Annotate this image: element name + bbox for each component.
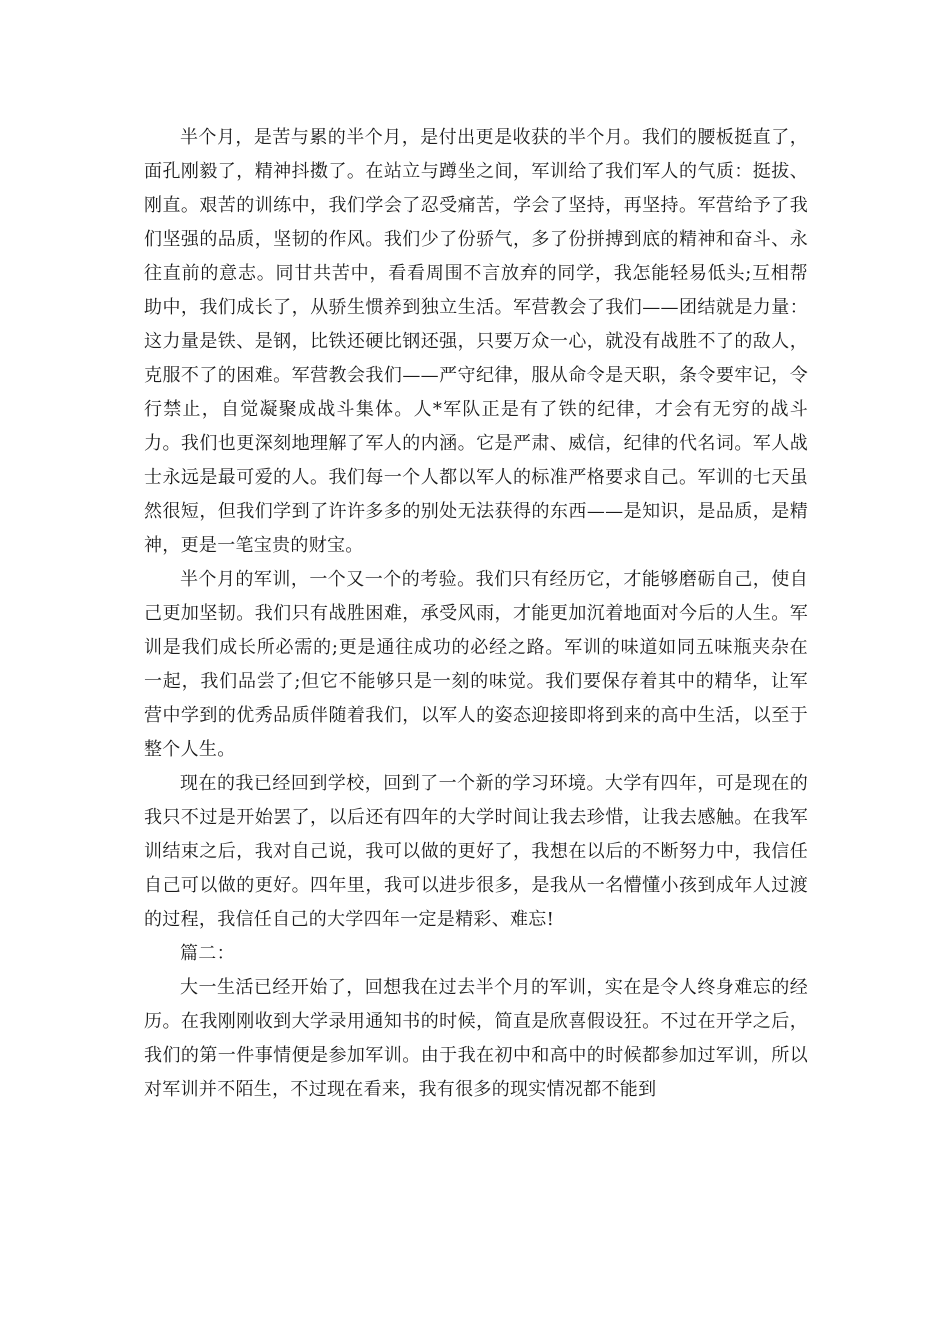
section-heading-part-two: 篇二： bbox=[180, 943, 235, 964]
document-body bbox=[144, 121, 808, 1107]
paragraph-3: 现在的我已经回到学校，回到了一个新的学习环境。大学有四年，可是现在的我只不过是开始罢了，以后还有四年的大学时间让我去珍惜，让我去感触。在我军训结束之后，我对自己说，我可以做的更好了，我想在以后的不断努力中，我信任自己可以做的更好。四年里，我可以进步很多，是我从一名懵懂小孩到成年人过渡的过程，我信任自己的大学四年一定是精彩、难忘! bbox=[144, 773, 808, 930]
paragraph-4: 大一生活已经开始了，回想我在过去半个月的军训，实在是令人终身难忘的经历。在我刚刚收到大学录用通知书的时候，简直是欣喜假设狂。不过在开学之后，我们的第一件事情便是参加军训。由于我在初中和高中的时候都参加过军训，所以对军训并不陌生，不过现在看来，我有很多的现实情况都不能到 bbox=[144, 977, 808, 1100]
paragraph-1: 半个月，是苦与累的半个月，是付出更是收获的半个月。我们的腰板挺直了，面孔刚毅了，精神抖擞了。在站立与蹲坐之间，军训给了我们军人的气质：挺拔、刚直。艰苦的训练中，我们学会了忍受痛苦，学会了坚持，再坚持。军营给予了我们坚强的品质，坚韧的作风。我们少了份骄气，多了份拼搏到底的精神和奋斗、永往直前的意志。同甘共苦中，看看周围不言放弃的同学，我怎能轻易低头;互相帮助中，我们成长了，从骄生惯养到独立生活。军营教会了我们——团结就是力量：这力量是铁、是钢，比铁还硬比钢还强，只要万众一心，就没有战胜不了的敌人，克服不了的困难。军营教会我们——严守纪律，服从命令是天职，条令要牢记，令行禁止，自觉凝聚成战斗集体。人*军队正是有了铁的纪律，才会有无穷的战斗力。我们也更深刻地理解了军人的内涵。它是严肃、威信，纪律的代名词。军人战士永远是最可爱的人。我们每一个人都以军人的标准严格要求自己。军训的七天虽然很短，但我们学到了许许多多的别处无法获得的东西——是知识，是品质，是精神，更是一笔宝贵的财宝。 bbox=[144, 127, 808, 556]
paragraph-2: 半个月的军训，一个又一个的考验。我们只有经历它，才能够磨砺自己，使自己更加坚韧。我们只有战胜困难，承受风雨，才能更加沉着地面对今后的人生。军训是我们成长所必需的;更是通往成功的必经之路。军训的味道如同五味瓶夹杂在一起，我们品尝了;但它不能够只是一刻的味觉。我们要保存着其中的精华，让军营中学到的优秀品质伴随着我们，以军人的姿态迎接即将到来的高中生活，以至于整个人生。 bbox=[144, 569, 808, 760]
